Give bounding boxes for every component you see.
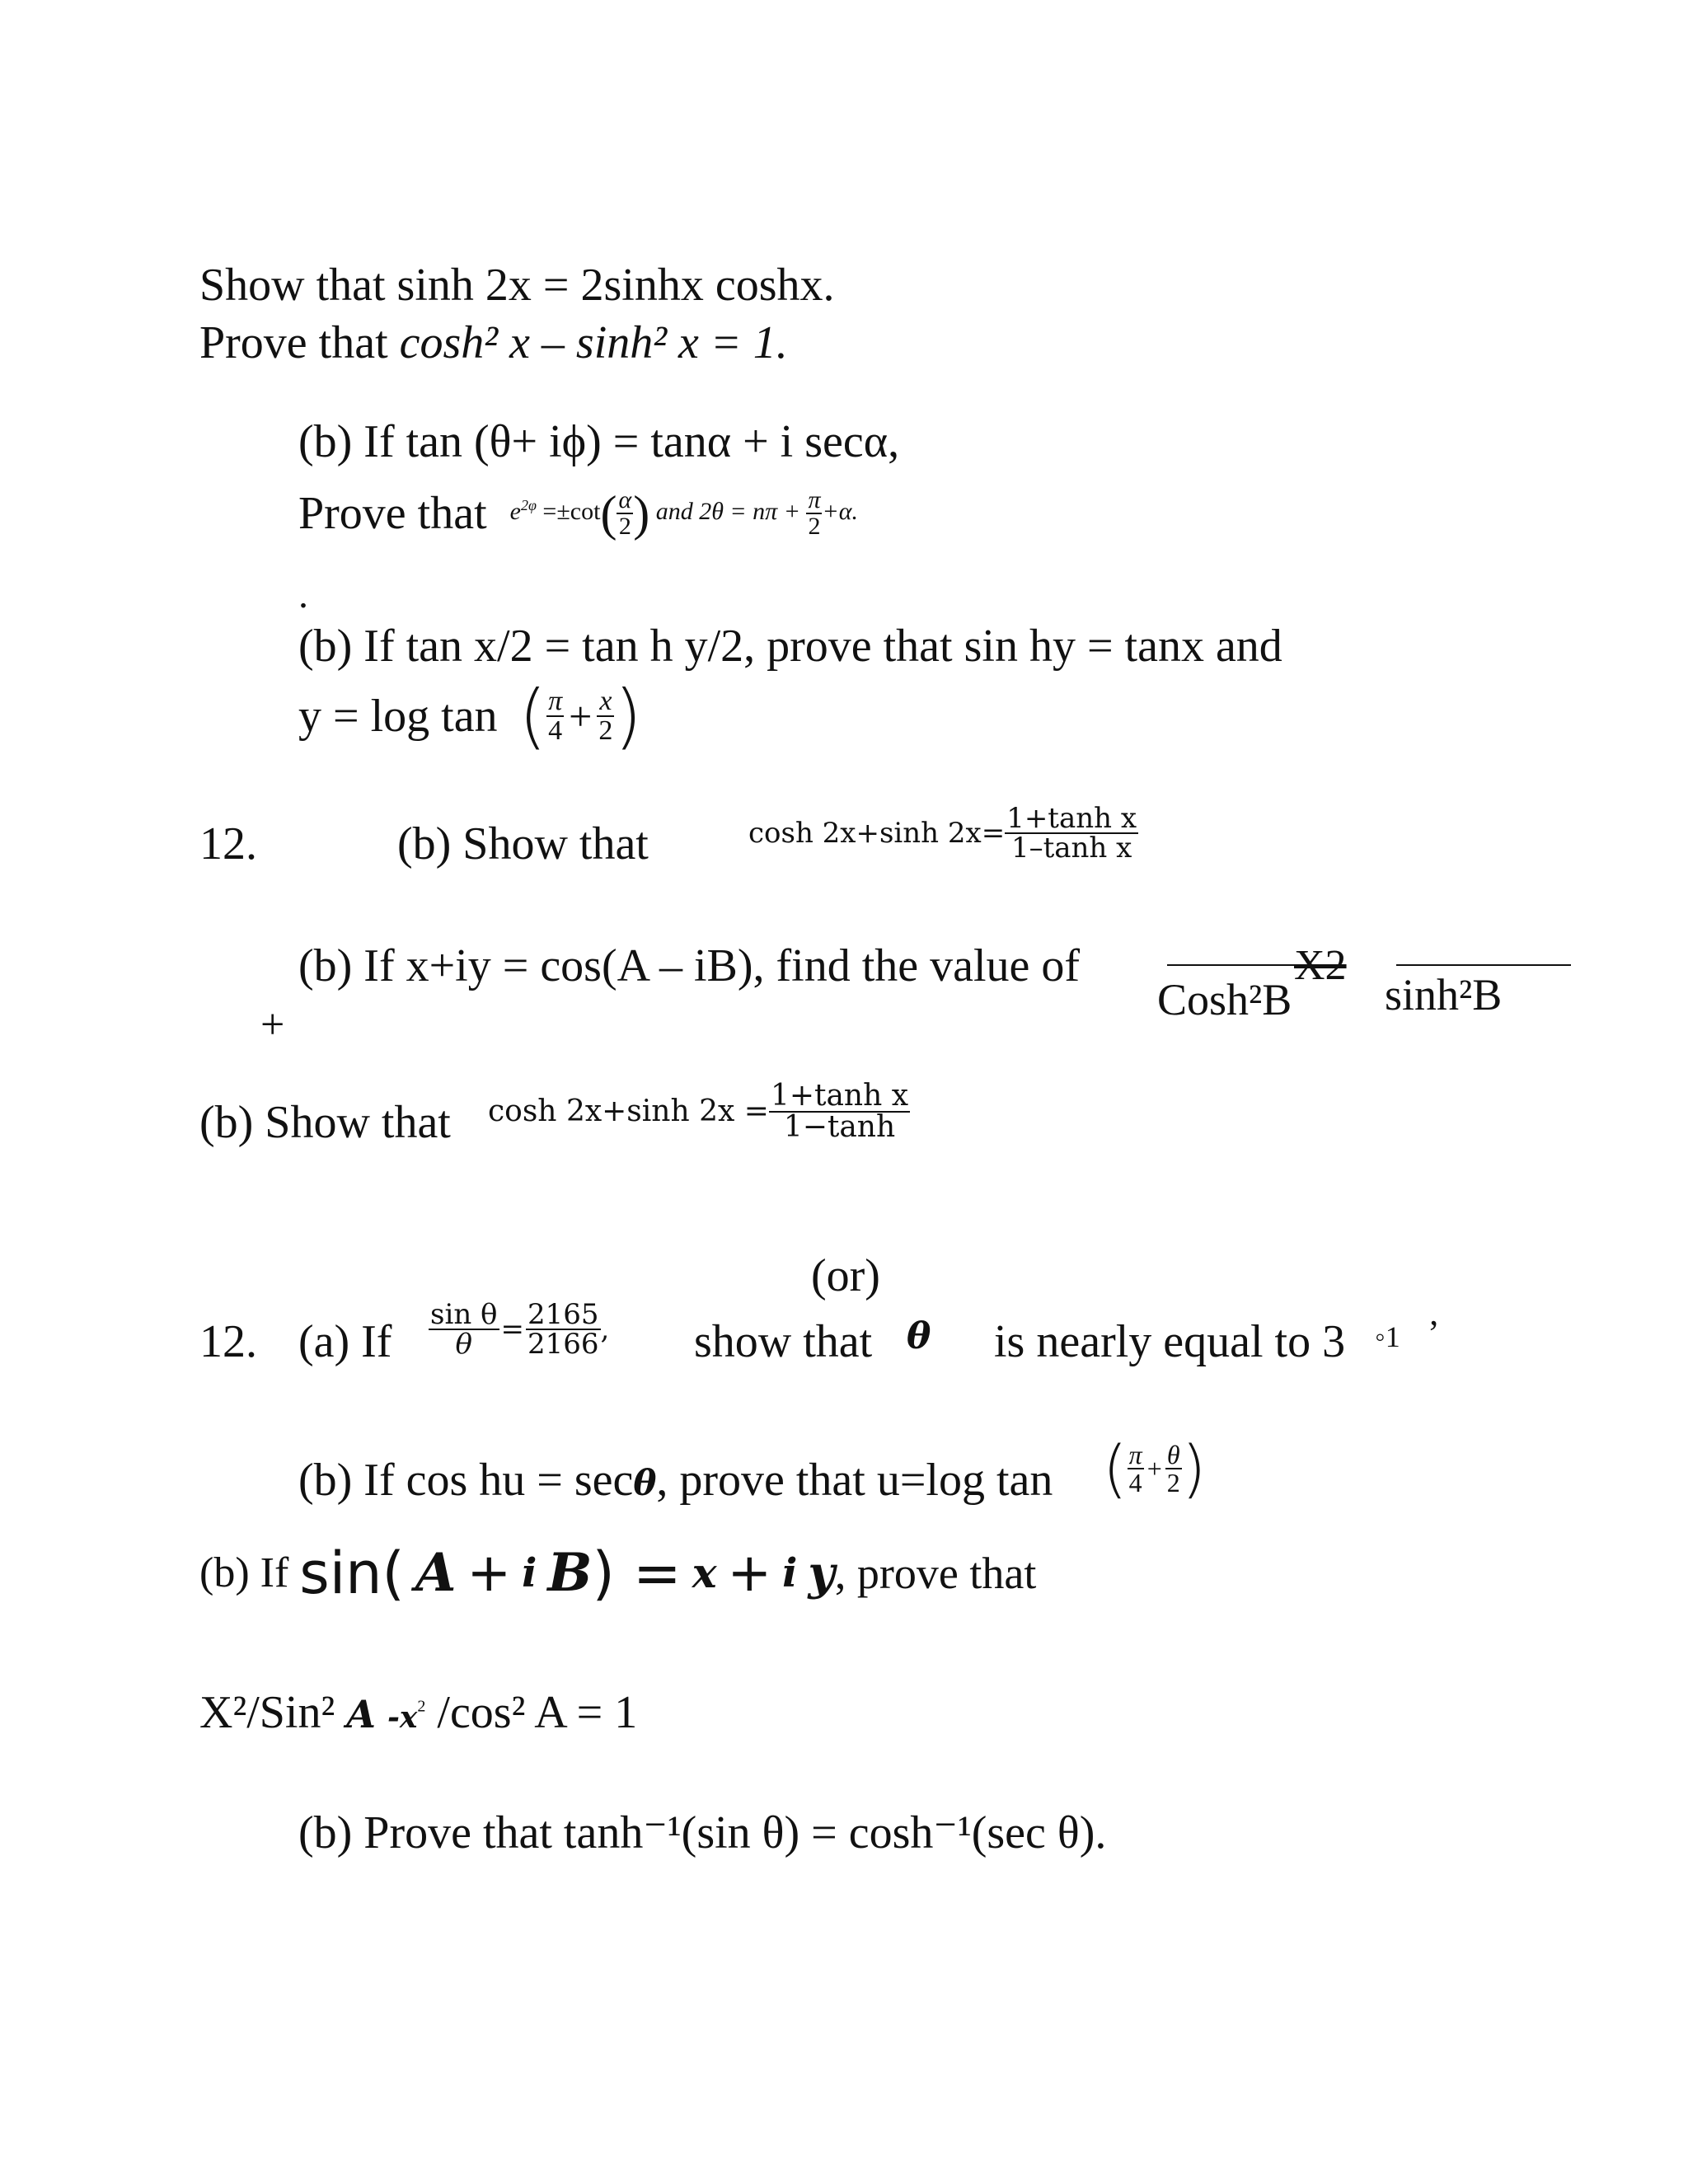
sin-theta-over-theta: $\frac{\text{sin θ}}{\theta}$ <box>430 1298 498 1361</box>
sin-open: sin( <box>299 1540 405 1607</box>
right-paren: ) <box>633 486 650 541</box>
and-clause: and 2θ = nπ + <box>655 498 800 526</box>
A-symbol: A <box>346 1692 376 1736</box>
identity-lhs: cosh 2x+sinh 2x = <box>488 1094 769 1128</box>
cos2a-eq: /cos² A = 1 <box>437 1687 638 1738</box>
x-over-2: $\frac{x}{2}$ <box>598 686 613 746</box>
theta-symbol: θ <box>633 1463 657 1503</box>
show-that-label: (b) Show that <box>397 818 649 869</box>
cosh-sinh-identity <box>748 802 1138 865</box>
problem-cos-complex: (b) If x+iy = cos(A – iB), find the value of <box>298 940 1081 991</box>
nearly-equal-text: is nearly equal to 3 <box>994 1316 1346 1367</box>
prime-mark: ’ <box>1428 1313 1440 1353</box>
left-paren: ( <box>600 486 617 541</box>
show-that-label: show that <box>694 1316 873 1367</box>
prove-that-tail: , prove that <box>834 1549 1037 1598</box>
degree-minute: ◦1 <box>1375 1320 1400 1353</box>
right-paren: ) <box>1181 1432 1207 1505</box>
cosh-sinh-identity-2 <box>488 1081 910 1142</box>
problem-inverse-hyperbolic: (b) Prove that tanh⁻¹(sin θ) = cosh⁻¹(sec θ). <box>298 1807 1107 1858</box>
problem-identity <box>199 317 788 368</box>
identity-lhs: cosh 2x+sinh 2x= <box>748 817 1006 850</box>
x2-sin2: X²/Sin² <box>199 1687 335 1738</box>
tanh-fraction: $\frac{\text{1+tanh x}}{1-\tanh}$ <box>770 1079 909 1144</box>
alpha-over-2: $\frac{\alpha}{2}$ <box>618 486 632 541</box>
right-paren: ) <box>614 675 642 757</box>
if-label: (b) If <box>199 1549 289 1596</box>
problem-tan-half: (b) If tan x/2 = tan h y/2, prove that sin hy = tanx and <box>298 621 1282 672</box>
stray-dot: . <box>298 573 308 616</box>
sinh2b-denominator: sinh²B <box>1385 970 1503 1019</box>
problem-log-tan <box>298 675 642 757</box>
tanh-fraction: $\frac{\text{1+tanh x}}{\text{1–tanh x}}$ <box>1006 802 1137 865</box>
plus-mark: + <box>260 1001 285 1048</box>
minus-x2: -x <box>387 1700 418 1735</box>
e-symbol: e <box>509 498 521 526</box>
sin-theta-ratio <box>429 1298 610 1361</box>
plus-sign: + <box>727 1543 772 1604</box>
pi-over-4: $\frac{\pi}{4}$ <box>548 686 563 746</box>
ratio-2165-2166: $\frac{2165}{2166}$ <box>528 1298 599 1361</box>
plus-sign: + <box>569 693 593 739</box>
log-tan-text: , prove that u=log tan <box>656 1455 1053 1506</box>
problem-sinh2x: Show that sinh 2x = 2sinhx coshx. <box>199 260 835 311</box>
pi-over-2: $\frac{\pi}{2}$ <box>808 486 821 541</box>
show-that-label: (b) Show that <box>199 1097 451 1148</box>
problem-tan-complex-prove <box>298 486 858 539</box>
exponent: 2φ <box>520 497 537 514</box>
question-number-12: 12. <box>199 818 257 869</box>
identity-math: cosh² x – sinh² x = 1. <box>399 317 788 368</box>
x-symbol: x <box>692 1549 717 1597</box>
problem-result-eq <box>199 1687 638 1738</box>
pi4-theta2-group <box>1103 1432 1207 1505</box>
part-a-if: (a) If <box>298 1316 392 1367</box>
equals: = <box>500 1313 524 1346</box>
theta-symbol: θ <box>907 1315 931 1357</box>
theta-over-2: $\frac{\theta}{2}$ <box>1166 1440 1180 1497</box>
left-paren: ( <box>518 675 547 757</box>
prove-label: Prove that <box>298 488 487 540</box>
problem-sin-complex <box>199 1540 1037 1607</box>
left-paren: ( <box>1103 1432 1128 1505</box>
or-separator: (or) <box>811 1250 880 1301</box>
B-symbol: B <box>547 1542 593 1604</box>
cosh-sec-text: (b) If cos hu = sec <box>298 1455 634 1506</box>
y-symbol: y <box>808 1546 835 1601</box>
plus-sign: + <box>467 1543 512 1604</box>
comma: , <box>600 1313 610 1346</box>
pi-over-4: $\frac{\pi}{4}$ <box>1128 1440 1142 1497</box>
x2-label: X2 <box>1294 942 1347 989</box>
pm-cot: =±cot <box>542 498 601 526</box>
fraction-bar <box>1396 964 1571 966</box>
cosh2b-denominator: Cosh²B <box>1157 975 1292 1024</box>
y-log-tan: y = log tan <box>298 691 498 742</box>
problem-tan-complex: (b) If tan (θ+ iϕ) = tanα + i secα, <box>298 416 900 467</box>
A-symbol: A <box>415 1542 457 1604</box>
problem-cosh-sec <box>298 1455 1053 1506</box>
close-equals: ) = <box>592 1540 682 1607</box>
plus-sign: + <box>1146 1454 1162 1483</box>
superscript-2: 2 <box>417 1697 426 1716</box>
i-symbol: i <box>782 1550 798 1596</box>
plus-alpha: +α. <box>822 498 858 526</box>
question-number-12: 12. <box>199 1316 257 1367</box>
prove-label: Prove that <box>199 317 400 368</box>
i-symbol: i <box>522 1550 537 1596</box>
